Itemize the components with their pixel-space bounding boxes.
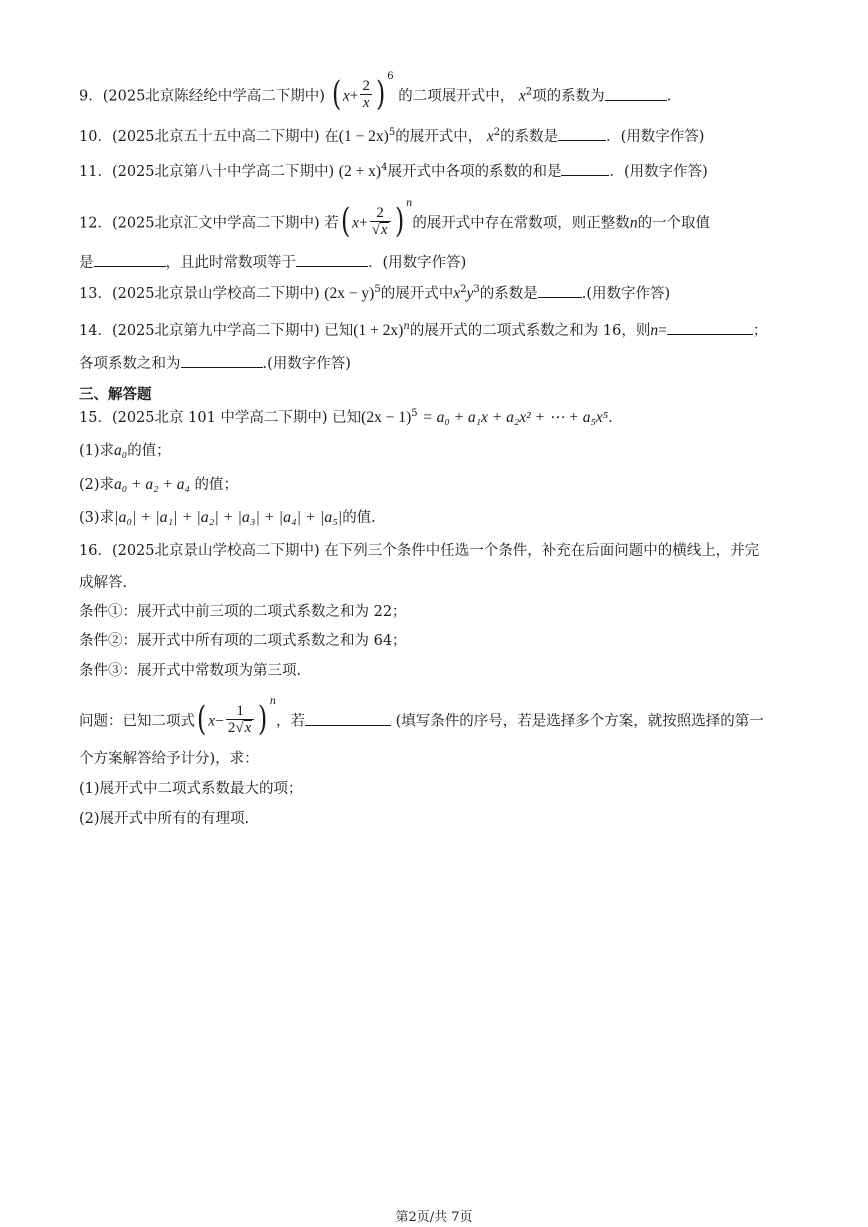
exponent: n [403,321,410,333]
fraction-denominator [226,720,254,736]
question-number: 9． [79,88,103,105]
answer-blank[interactable] [605,86,667,101]
part-label: (3)求 [79,510,115,526]
question-11 [79,161,708,183]
fraction-denominator: x [362,95,370,111]
math-var: n [629,214,638,232]
question-16-line-2: 成解答. [79,575,128,591]
exponent: 6 [387,70,394,82]
question-end: ．(用数字作答) [368,255,467,271]
question-source: (2025北京陈经纶中学高二下期中) [102,88,325,105]
question-text: ，且此时常数项等于 [165,255,296,271]
question-number: 12． [79,215,112,232]
term-exponent: 2 [525,86,533,98]
right-paren: ) [375,73,386,114]
fraction-numerator: 1 [226,703,254,720]
answer-blank[interactable] [181,353,263,368]
math-var: x [453,285,461,302]
question-number: 16． [79,543,112,559]
math-op: + [358,214,368,232]
math-var: x [208,712,216,730]
math-expression: (2x − 1) [361,409,412,426]
answer-blank[interactable] [296,252,368,267]
math-var: n [650,322,659,339]
term-base: x [518,87,526,105]
question-text: (填写条件的序号，若是选择多个方案，就按照选择的第一 [395,713,764,730]
question-text: 是 [79,255,94,271]
question-end: ．(用数字作答) [606,129,705,145]
math-op: = [658,322,667,339]
math-expression: |a₀| + |a₁| + |a₂| + |a₃| + |a₄| + |a₅| [114,509,343,526]
question-15-part-3 [79,507,376,529]
question-text: 各项系数之和为 [79,356,181,372]
question-14 [79,320,767,342]
question-number: 10． [79,129,112,145]
condition-2: 条件②：展开式中所有项的二项式系数之和为 64； [79,633,407,649]
math-var: x [342,87,350,105]
question-end: . [666,88,672,105]
condition-1: 条件①：展开式中前三项的二项式系数之和为 22； [79,604,407,620]
math-op: − [215,712,224,730]
question-text: 的展开式中 [380,286,454,302]
question-12 [79,197,711,241]
question-text: 在 [324,129,339,145]
question-source: (2025北京景山学校高二下期中) [111,286,320,302]
question-text: ，若 [276,713,306,730]
exponent: 5 [411,408,418,420]
math-var: y [466,285,474,302]
radicand: x [380,222,388,238]
question-16-part-1: (1)展开式中二项式系数最大的项； [79,781,303,797]
question-text: 项的系数为 [532,88,605,105]
math-var: x [352,214,359,232]
fraction-denominator [370,222,391,238]
answer-blank[interactable] [94,252,166,267]
question-number: 13． [79,286,112,302]
question-end: ； [752,323,768,339]
fraction [360,78,372,111]
math-expression: (1 + 2x) [353,322,404,339]
part-label: (2)求 [79,477,115,493]
fraction [370,205,391,238]
question-end: .(用数字作答) [581,286,671,302]
answer-blank[interactable] [538,283,582,298]
question-15-part-2 [79,474,238,496]
math-expression: (1 − 2x) [338,128,389,145]
exponent: 5 [388,127,396,139]
question-14-line-2 [79,353,351,375]
exponent: n [405,197,413,209]
question-number: 11． [79,164,112,180]
answer-blank[interactable] [667,320,753,335]
question-15-part-1 [79,440,171,462]
radicand: x [244,720,252,736]
question-source: (2025北京第八十中学高二下期中) [111,164,335,180]
question-text: 的展开式中存在常数项，则正整数 [412,215,630,232]
question-text: 的二项展开式中， [398,88,515,105]
math-expression: (2 + x) [338,163,382,180]
question-source: (2025北京景山学校高二下期中) [111,543,320,559]
condition-3: 条件③：展开式中常数项为第三项. [79,663,302,679]
math-expression: a₀ + a₂ + a₄ [114,476,190,493]
fraction-numerator: 2 [362,78,370,94]
math-var: a₀ [114,442,128,459]
question-number: 14． [79,323,112,339]
question-end: ．(用数字作答) [609,164,708,180]
answer-blank[interactable] [561,161,609,176]
fraction-numerator: 2 [370,205,391,222]
sqrt-sign: √x [371,222,388,238]
left-paren: ( [331,73,341,114]
fraction [226,703,254,736]
question-16-problem [79,695,764,739]
page-number: 第2页/共 7页 [395,1210,473,1225]
exponent: 5 [374,284,381,296]
right-paren: ) [394,200,404,241]
term-base: x [486,128,494,145]
sqrt-sign: √x [235,720,252,736]
question-text: 的值. [342,510,376,526]
right-paren: ) [258,698,268,739]
left-paren: ( [196,698,207,739]
question-text: 问题：已知二项式 [79,713,195,730]
question-9 [79,70,672,114]
question-source: (2025北京汇文中学高二下期中) [111,215,320,232]
question-16 [79,540,759,562]
exponent: 2 [460,284,467,296]
exponent: 4 [381,162,388,174]
denominator-coefficient: 2 [227,720,236,736]
question-12-line-2 [79,252,466,274]
answer-blank[interactable] [558,126,606,141]
question-end: ． [608,410,623,426]
question-text: 的展开式中， [395,129,483,145]
question-text: 的系数是 [500,129,559,145]
math-expression: = a₀ + a₁x + a₂x² + ⋯ + a₅x⁵ [422,409,609,426]
question-text: 已知 [332,410,362,426]
left-paren: ( [340,200,351,241]
section-heading: 三、解答题 [79,387,152,403]
question-text: 的值； [194,477,238,493]
math-op: + [349,87,359,105]
question-text: 在下列三个条件中任选一个条件，补充在后面问题中的横线上，并完 [324,543,760,559]
question-end: .(用数字作答) [262,356,351,372]
question-15 [79,407,623,429]
question-text: 的一个取值 [637,215,711,232]
question-16-part-2: (2)展开式中所有的有理项. [79,811,250,827]
question-number: 15． [79,410,112,426]
question-text: 已知 [324,323,354,339]
exponent: n [269,695,277,707]
part-label: (1)求 [79,443,115,459]
math-expression: (2x − y) [324,285,375,302]
question-source: (2025北京第九中学高二下期中) [111,323,320,339]
question-16-problem-line-2: 个方案解答给予计分)，求： [79,751,259,767]
answer-blank[interactable] [305,711,391,726]
question-text: 若 [324,215,339,232]
question-source: (2025北京 101 中学高二下期中) [111,410,328,426]
question-text: 的值； [127,443,171,459]
question-text: 的系数是 [479,286,538,302]
question-text: 的展开式的二项式系数之和为 16，则 [409,323,651,339]
question-text: 展开式中各项的系数的和是 [387,164,562,180]
question-source: (2025北京五十五中高二下期中) [111,129,320,145]
term-exponent: 2 [493,127,501,139]
exponent: 3 [473,284,480,296]
question-13 [79,283,670,305]
question-10 [79,126,704,148]
